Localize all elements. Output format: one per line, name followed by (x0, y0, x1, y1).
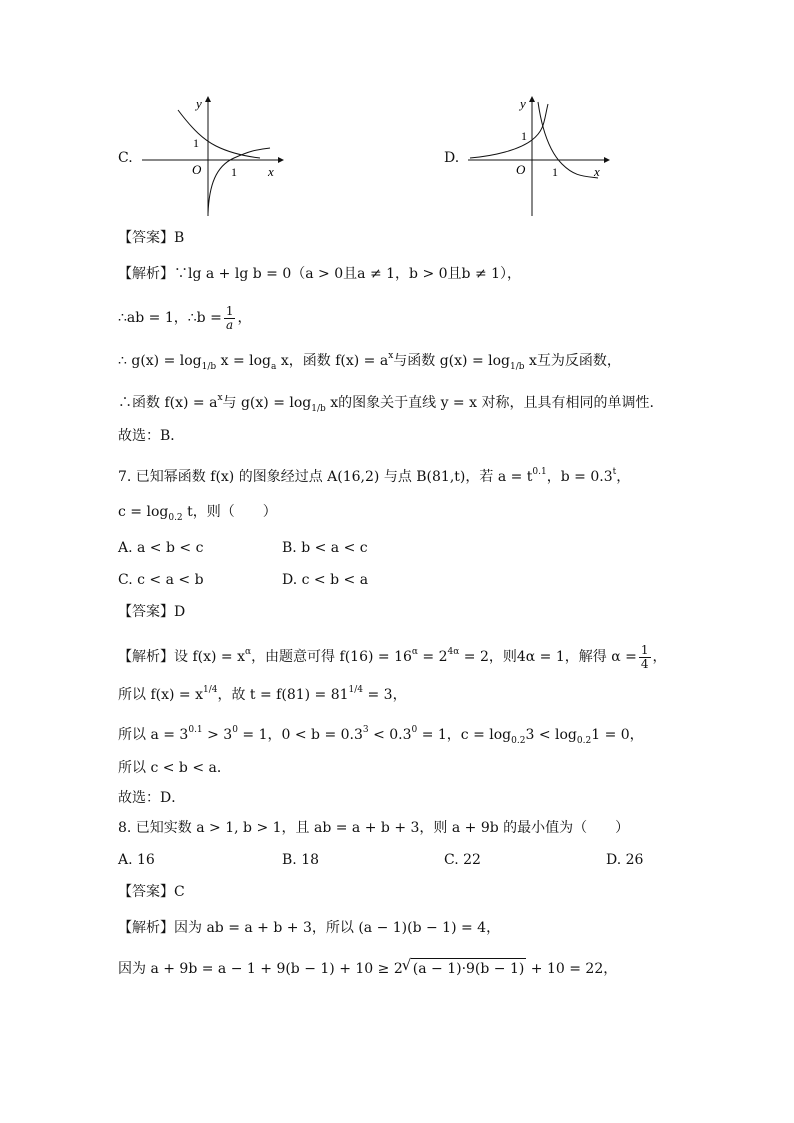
q7-l1c: ， (616, 469, 631, 485)
q6-frac-num: 1 (225, 303, 234, 318)
option-c-label: C. (118, 150, 133, 166)
q7-s1e: ， (652, 649, 667, 665)
q6-answer: 【答案】B (118, 230, 185, 246)
q6-l3-sub3: 1/b (510, 362, 525, 372)
q7-s2a: 所以 f(x) = x (118, 687, 203, 703)
q8-option-c: C. 22 (444, 852, 481, 868)
q6-l3-sub2: a (271, 362, 277, 372)
q7-s2-sup2: 1/4 (348, 685, 364, 695)
q6-analysis-tag: 【解析】 (118, 266, 174, 282)
graph-c (138, 90, 288, 220)
q7-s3a: 所以 a = 3 (118, 727, 189, 743)
q8-s2b: + 10 = 22， (526, 961, 618, 977)
q8-stem: 8. 已知实数 a > 1, b > 1，且 ab = a + b + 3，则 a + 9b 的最小值为（ ） (118, 820, 630, 836)
q7-s3-sup3: 3 (362, 725, 369, 735)
q7-s3g: 1 = 0， (591, 727, 644, 743)
q6-fraction (224, 305, 236, 332)
graph-c-y-one: 1 (193, 136, 199, 150)
q7-s1-sup2: α (411, 647, 418, 657)
q7-frac-den: 4 (640, 656, 649, 671)
graph-c-x-label: x (268, 164, 274, 179)
graph-c-y-label: y (196, 96, 202, 111)
q7-s3f: 3 < log (525, 727, 577, 743)
graph-c-x-one: 1 (231, 165, 237, 179)
q7-s1-sup3: 4α (447, 647, 460, 657)
q7-l1a: 7. 已知幂函数 f(x) 的图象经过点 A(16,2) 与点 B(81,t)，若 a = t (118, 469, 533, 485)
q6-l4c: x的图象关于直线 y = x 对称，且具有相同的单调性. (325, 395, 654, 411)
q7-alpha-fraction (639, 644, 651, 671)
q6-frac-den: a (226, 317, 234, 332)
q7-analysis-tag: 【解析】 (118, 649, 174, 665)
q7-s2-sup: 1/4 (202, 685, 218, 695)
q7-frac-num: 1 (640, 642, 649, 657)
q6-l1: ∵lg a + lg b = 0（a > 0且a ≠ 1，b > 0且b ≠ 1）， (174, 266, 522, 282)
q7-l1b: ，b = 0.3 (546, 469, 613, 485)
q6-l3-sup: x (388, 351, 394, 361)
q7-l1-sup: 0.1 (532, 467, 547, 477)
graph-d (464, 90, 614, 220)
q8-s1: 因为 ab = a + b + 3，所以 (a − 1)(b − 1) = 4， (174, 920, 501, 936)
q8-answer: 【答案】C (118, 884, 185, 900)
q8-s2a: 因为 a + 9b = a − 1 + 9(b − 1) + 10 ≥ 2 (118, 961, 403, 977)
graph-d-origin-label: O (516, 162, 526, 177)
q7-s1-sup: α (244, 647, 252, 657)
graph-d-x-one: 1 (552, 165, 558, 179)
q7-stem-line-2 (118, 502, 277, 528)
q6-analysis-line-4 (118, 388, 654, 419)
q7-option-b: B. b < a < c (282, 540, 368, 556)
graph-d-x-label: x (594, 164, 600, 179)
q6-l4-sub: 1/b (311, 404, 326, 414)
q7-option-d: D. c < b < a (282, 572, 369, 588)
q7-s1b: ，由题意可得 f(16) = 16 (251, 649, 412, 665)
q8-option-a: A. 16 (118, 852, 155, 868)
q6-l2a: ∴ab = 1，∴b = (118, 310, 222, 326)
q6-l2b: ， (237, 310, 252, 326)
graph-d-y-label: y (520, 96, 526, 111)
graph-c-origin-label: O (192, 162, 202, 177)
q8-option-b: B. 18 (282, 852, 320, 868)
graph-d-y-one: 1 (521, 129, 527, 143)
q6-l3b: x = log (216, 353, 272, 369)
q6-l3c: x，函数 f(x) = a (276, 353, 389, 369)
q7-l1-sup2: t (612, 467, 617, 477)
q7-analysis-line-3 (118, 720, 644, 751)
q7-answer: 【答案】D (118, 604, 186, 620)
q6-l3-sub: 1/b (201, 362, 217, 372)
q7-s3e: = 1，c = log (417, 727, 512, 743)
option-d-label: D. (444, 150, 460, 166)
q7-s3-sup4: 0 (411, 725, 418, 735)
q7-s1a: 设 f(x) = x (174, 649, 245, 665)
q7-s2c: = 3， (363, 687, 407, 703)
q6-analysis-line-1 (118, 264, 521, 284)
q7-l2b: t，则（ ） (182, 504, 277, 520)
q8-option-d: D. 26 (606, 852, 644, 868)
q7-l2-sub: 0.2 (168, 513, 183, 523)
q7-choose: 故选：D． (118, 790, 186, 806)
q6-l4-sup: x (217, 393, 223, 403)
q7-option-c: C. c < a < b (118, 572, 204, 588)
q7-option-a: A. a < b < c (118, 540, 204, 556)
q7-s1c: = 2 (417, 649, 448, 665)
q6-l3a: ∴ g(x) = log (118, 353, 202, 369)
q8-analysis-line-2 (118, 958, 617, 979)
q8-sqrt-sign: √ (401, 956, 412, 974)
q6-l4a: ∴函数 f(x) = a (118, 395, 218, 411)
q6-l4b: 与 g(x) = log (222, 395, 312, 411)
q8-analysis-tag: 【解析】 (118, 920, 174, 936)
q7-s3b: > 3 (202, 727, 233, 743)
q6-l3e: x互为反函数， (524, 353, 621, 369)
q7-s3d: < 0.3 (368, 727, 412, 743)
q7-s3-sub2: 0.2 (576, 736, 592, 746)
q7-s2b: ，故 t = f(81) = 81 (217, 687, 349, 703)
q7-l2a: c = log (118, 504, 169, 520)
q7-s3-sup: 0.1 (188, 725, 203, 735)
q8-radicand: (a − 1)·9(b − 1) (412, 961, 525, 977)
q7-s3-sup2: 0 (232, 725, 238, 735)
q8-analysis-line-1 (118, 918, 500, 938)
q6-analysis-line-2 (118, 300, 251, 336)
q6-l3d: 与函数 g(x) = log (393, 353, 510, 369)
q7-analysis-line-4: 所以 c < b < a． (118, 760, 231, 776)
q7-s3-sub: 0.2 (511, 736, 526, 746)
q7-s3c: = 1，0 < b = 0.3 (237, 727, 363, 743)
q8-sqrt (401, 956, 527, 979)
q7-stem-line-1 (118, 462, 630, 487)
q7-analysis-line-1 (118, 632, 667, 672)
q6-analysis-line-3 (118, 346, 621, 377)
q7-s1d: = 2，则4α = 1，解得 α = (459, 649, 637, 665)
q7-analysis-line-2 (118, 680, 407, 705)
q6-choose: 故选：B． (118, 428, 185, 444)
